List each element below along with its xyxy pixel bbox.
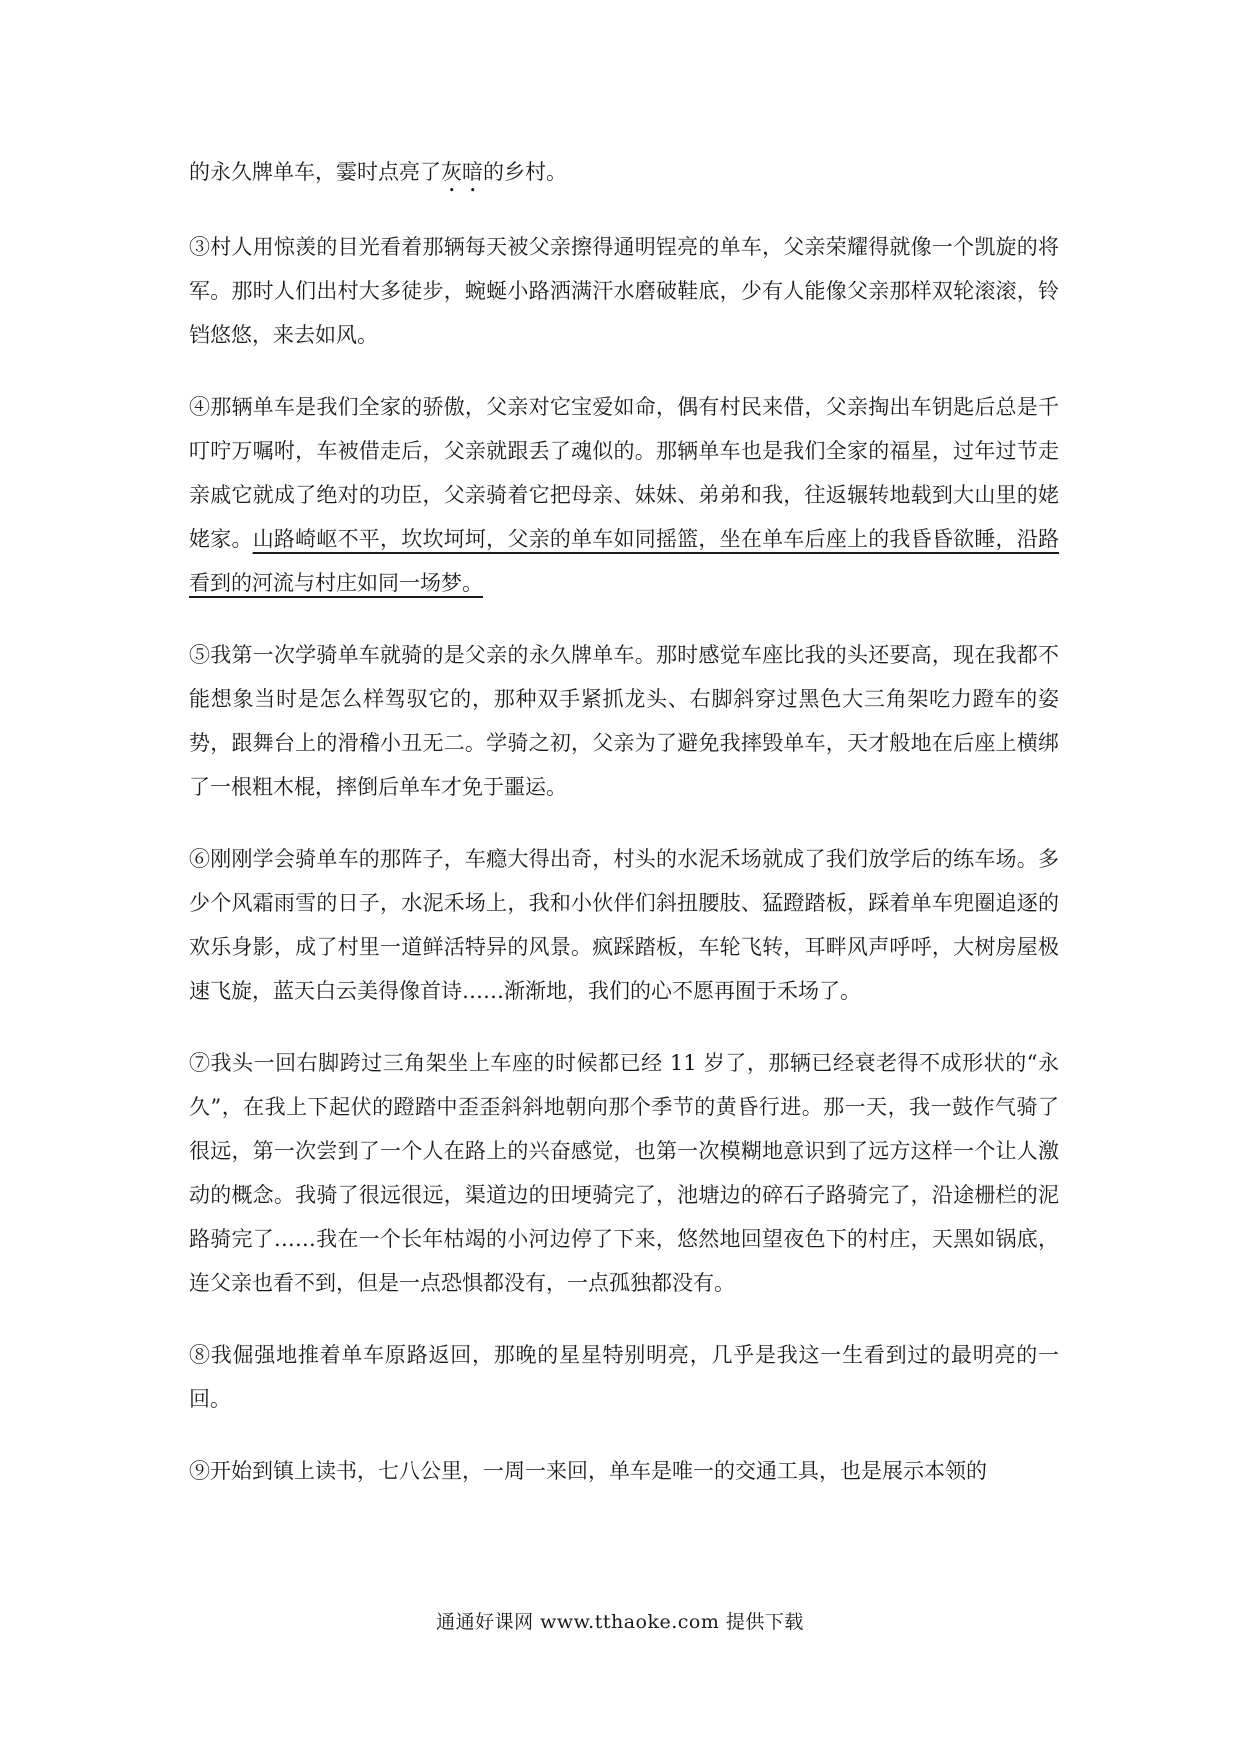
paragraph-9: ⑨开始到镇上读书，七八公里，一周一来回，单车是唯一的交通工具，也是展示本领的 (189, 1459, 987, 1483)
paragraph-7: ⑦我头一回右脚跨过三角架坐上车座的时候都已经 11 岁了，那辆已经衰老得不成形状的“永久”，在我上下起伏的蹬踏中歪歪斜斜地朝向那个季节的黄昏行进。那一天，我一鼓作气骑了很远，第一次尝到了一个人在路上的兴奋感觉，也第一次模糊地意识到了远方这样一个让人激动的概念。我骑了很远很远，渠道边的田埂骑完了，池塘边的碎石子路骑完了，沿途栅栏的泥路骑完了……我在一个长年枯竭的小河边停了下来，悠然地回望夜色下的村庄，天黑如锅底，连父亲也看不到，但是一点恐惧都没有，一点孤独都没有。 (189, 1051, 1059, 1295)
paragraph-text: 的永久牌单车，霎时点亮了 (189, 160, 441, 184)
paragraph-text: 的乡村。 (483, 160, 567, 184)
paragraph-continued (189, 150, 1059, 197)
paragraph-6: ⑥刚刚学会骑单车的那阵子，车瘾大得出奇，村头的水泥禾场就成了我们放学后的练车场。多少个风霜雨雪的日子，水泥禾场上，我和小伙伴们斜扭腰肢、猛蹬踏板，踩着单车兜圈追逐的欢乐身影，成了村里一道鲜活特异的风景。疯踩踏板，车轮飞转，耳畔风声呼呼，大树房屋极速飞旋，蓝天白云美得像首诗……渐渐地，我们的心不愿再囿于禾场了。 (189, 847, 1059, 1003)
paragraph-text: ④那辆单车是我们全家的骄傲，父亲对它宝爱如命，偶有村民来借，父亲掏出车钥匙后总是千叮咛万嘱咐，车被借走后，父亲就跟丢了魂似的。那辆单车也是我们全家的福星，过年过节走亲戚它就成了绝对的功臣，父亲骑着它把母亲、妹妹、弟弟和我，往返辗转地载到大山里的姥姥家。 (189, 395, 1059, 551)
paragraph-8: ⑧我倔强地推着单车原路返回，那晚的星星特别明亮，几乎是我这一生看到过的最明亮的一回。 (189, 1343, 1059, 1411)
underlined-sentence: 山路崎岖不平，坎坎坷坷，父亲的单车如同摇篮，坐在单车后座上的我昏昏欲睡，沿路看到的河流与村庄如同一场梦。 (189, 527, 1060, 595)
page-footer: 通通好课网 www.tthaoke.com 提供下载 (436, 1611, 804, 1633)
paragraph-3: ③村人用惊羡的目光看着那辆每天被父亲擦得通明锃亮的单车，父亲荣耀得就像一个凯旋的将军。那时人们出村大多徒步，蜿蜒小路洒满汗水磨破鞋底，少有人能像父亲那样双轮滚滚，铃铛悠悠，来去如风。 (189, 235, 1059, 347)
paragraph-5: ⑤我第一次学骑单车就骑的是父亲的永久牌单车。那时感觉车座比我的头还要高，现在我都不能想象当时是怎么样驾驭它的，那种双手紧抓龙头、右脚斜穿过黑色大三角架吃力蹬车的姿势，跟舞台上的滑稽小丑无二。学骑之初，父亲为了避免我摔毁单车，天才般地在后座上横绑了一根粗木棍，摔倒后单车才免于噩运。 (189, 643, 1059, 799)
emphasized-word: 灰暗 (441, 160, 483, 184)
article-body (189, 150, 1059, 1521)
paragraph-4 (189, 385, 1059, 605)
